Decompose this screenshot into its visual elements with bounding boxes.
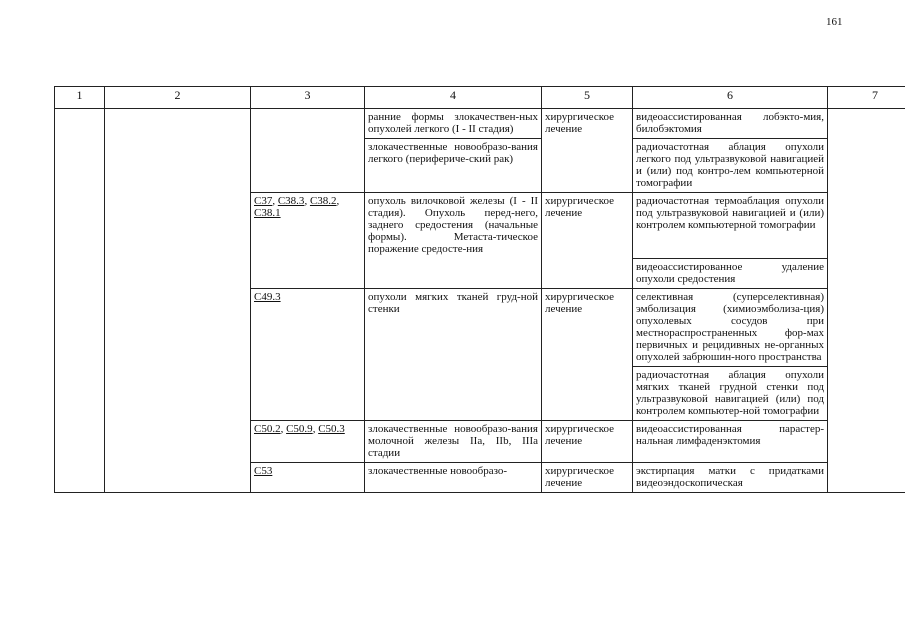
- treatment-type-cell: хирургическое лечение: [542, 109, 633, 139]
- icd-code-link[interactable]: C50.9: [286, 422, 313, 435]
- treatment-type-cell: хирургическое лечение: [542, 420, 633, 462]
- diagnosis-cell: злокачественные новообразо-вания молочной железы IIa, IIb, IIIa стадии: [365, 420, 542, 462]
- treatment-method-cell: видеоассистированное удаление опухоли средостения: [633, 258, 828, 288]
- icd-codes-cell: [251, 109, 365, 193]
- diagnosis-cell: опухоли мягких тканей груд-ной стенки: [365, 288, 542, 366]
- icd-code-link[interactable]: C38.3: [277, 195, 305, 207]
- col1-cell: [55, 109, 105, 493]
- column-header: 7: [828, 87, 905, 109]
- treatment-type-cell: [542, 139, 633, 193]
- icd-codes-cell: C50.2, C50.9, C50.3: [251, 420, 365, 462]
- icd-code-link[interactable]: C38.2: [309, 195, 337, 207]
- treatment-method-cell: селективная (суперселективная) эмболизация (химиоэмболиза-ция) опухолевых сосудов при местнораспространенных фор-мах первичных и рецидивных не-органных опухолей забрюшин-ного пространства: [633, 288, 828, 366]
- icd-code-link[interactable]: C50.2: [254, 422, 281, 435]
- treatment-method-cell: радиочастотная термоаблация опухоли под ультразвуковой навигацией и (или) контролем компьютерной томографии: [633, 193, 828, 259]
- services-table: [54, 86, 905, 493]
- treatment-type-cell: хирургическое лечение: [542, 193, 633, 259]
- icd-codes-cell: [251, 462, 365, 492]
- column-header: 1: [55, 87, 105, 109]
- column-header: 5: [542, 87, 633, 109]
- diagnosis-cell: опухоль вилочковой железы (I - II стадия). Опухоль перед-него, заднего средостения (начальные формы). Метаста-тическое поражение средосте-ния: [365, 193, 542, 259]
- icd-code-link[interactable]: C49.3: [254, 290, 281, 303]
- column-header: 2: [105, 87, 251, 109]
- col7-cell: [828, 109, 905, 493]
- icd-code-link[interactable]: C37: [254, 195, 273, 207]
- table-header-row: [55, 87, 905, 109]
- col2-cell: [105, 109, 251, 493]
- treatment-method-cell: экстирпация матки с придатками видеоэндоскопическая: [633, 462, 828, 492]
- icd-code-link[interactable]: C53: [254, 464, 273, 477]
- icd-codes-cell: [251, 288, 365, 420]
- column-header: 6: [633, 87, 828, 109]
- treatment-type-cell: хирургическое лечение: [542, 288, 633, 366]
- treatment-type-cell: [542, 258, 633, 288]
- treatment-method-cell: радиочастотная аблация опухоли легкого под ультразвуковой навигацией и (или) под контро-лем компьютерной томографии: [633, 139, 828, 193]
- treatment-method-cell: видеоассистированная лобэкто-мия, билобэктомия: [633, 109, 828, 139]
- page-number: 161: [826, 16, 843, 28]
- icd-code-link[interactable]: C50.3: [318, 422, 345, 435]
- diagnosis-cell: [365, 366, 542, 420]
- treatment-method-cell: видеоассистированная парастер-нальная лимфаденэктомия: [633, 420, 828, 462]
- treatment-type-cell: хирургическое лечение: [542, 462, 633, 492]
- diagnosis-cell: ранние формы злокачествен-ных опухолей легкого (I - II стадия): [365, 109, 542, 139]
- treatment-method-cell: радиочастотная аблация опухоли мягких тканей грудной стенки под ультразвуковой навигацией (или) под контролем компьютер-ной томографии: [633, 366, 828, 420]
- column-header: 4: [365, 87, 542, 109]
- icd-codes-cell: C37, C38.3, C38.2, C38.1: [251, 193, 365, 289]
- icd-code-link[interactable]: C38.1: [254, 207, 281, 219]
- column-header: 3: [251, 87, 365, 109]
- treatment-type-cell: [542, 366, 633, 420]
- diagnosis-cell: злокачественные новообразо-вания легкого (перифериче-ский рак): [365, 139, 542, 193]
- table-row: [55, 109, 905, 139]
- diagnosis-cell: [365, 258, 542, 288]
- diagnosis-cell: злокачественные новообразо-: [365, 462, 542, 492]
